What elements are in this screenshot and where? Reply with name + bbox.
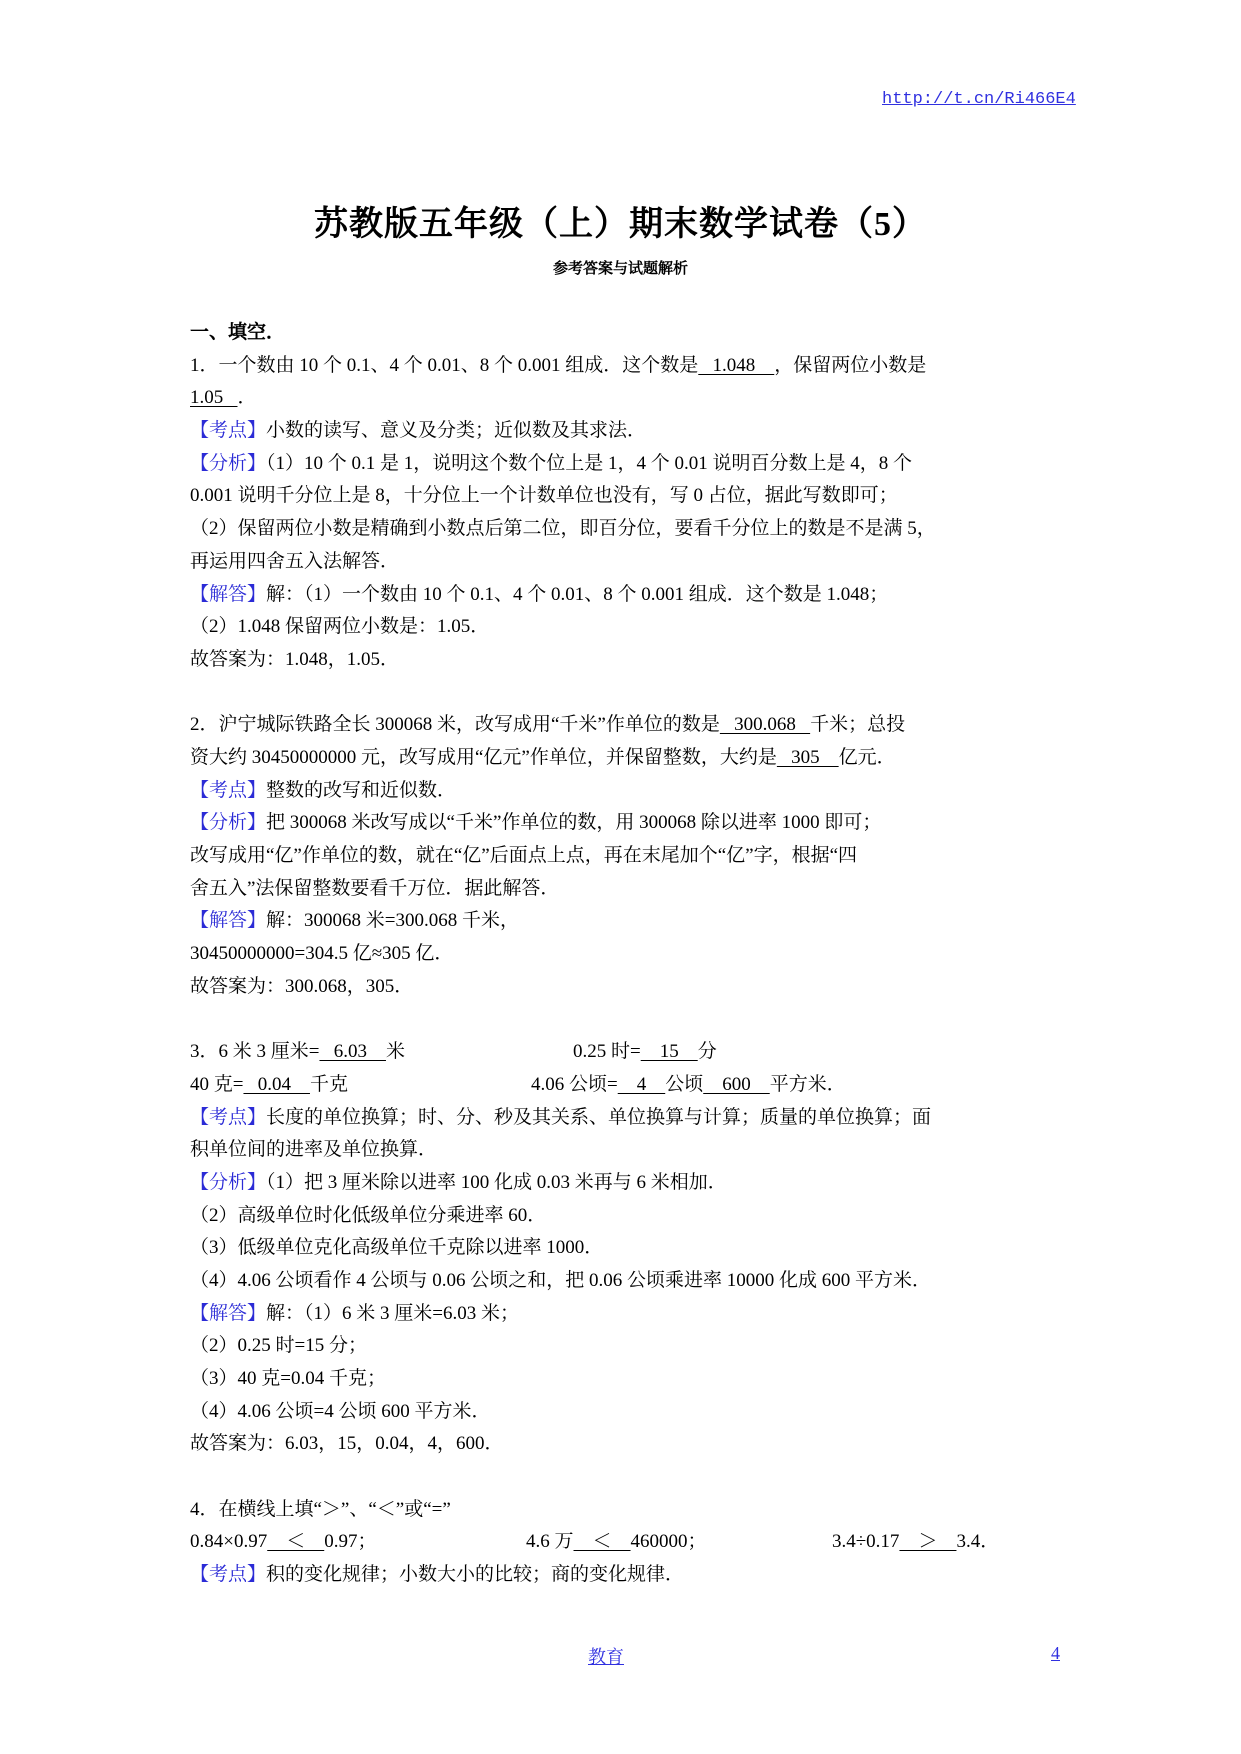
text: 1．一个数由 10 个 0.1、4 个 0.01、8 个 0.001 组成．这个数是: [190, 354, 699, 376]
text: 整数的改写和近似数．: [266, 779, 457, 801]
text: 一、填空．: [190, 322, 286, 343]
text-line: [190, 644, 1070, 677]
text-line: [190, 1102, 1070, 1135]
text: ，保留两位小数是: [774, 354, 927, 376]
text-line: [190, 938, 1070, 971]
answer-blank: 300.068: [719, 714, 811, 736]
answer-blank: ＜: [267, 1531, 325, 1553]
column: [531, 1069, 846, 1102]
text: 亿元．: [838, 746, 896, 768]
text: 故答案为：6.03，15，0.04，4，600．: [190, 1433, 504, 1455]
text: （2）保留两位小数是精确到小数点后第二位，即百分位，要看千分位上的数是不是满 5，: [190, 518, 936, 540]
text-line: [190, 1265, 1070, 1298]
section-tag: 【分析】: [190, 452, 267, 474]
text: 4.6 万: [526, 1531, 574, 1553]
section-tag: 【考点】: [190, 1564, 267, 1586]
text: 把 300068 米改写成以“千米”作单位的数，用 300068 除以进率 1000 即可；: [266, 812, 882, 834]
text-line: [190, 1134, 1070, 1167]
column: [190, 1069, 348, 1102]
text: （2）1.048 保留两位小数是：1.05．: [190, 616, 490, 638]
text-line: [190, 840, 1070, 873]
text: 4．在横线上填“＞”、“＜”或“=”: [190, 1498, 451, 1520]
section-tag: 【解答】: [190, 583, 267, 605]
answer-blank: 305: [776, 746, 839, 768]
text-line: [190, 1559, 1070, 1592]
answer-blank: 4: [617, 1073, 666, 1095]
column: [190, 1036, 405, 1069]
section-tag: 【考点】: [190, 1106, 267, 1128]
text-line: [190, 1363, 1070, 1396]
answer-blank: 6.03: [319, 1041, 386, 1063]
text: 千米；总投: [810, 714, 906, 736]
text-line: [190, 775, 1070, 808]
answer-blank: 600: [703, 1073, 770, 1095]
text-line: [190, 742, 1070, 775]
section-tag: 【分析】: [190, 812, 267, 834]
text-line: [190, 415, 1070, 448]
text: （4）4.06 公顷=4 公顷 600 平方米．: [190, 1400, 491, 1422]
section-tag: 【解答】: [190, 1302, 267, 1324]
header-url-link[interactable]: http://t.cn/Ri466E4: [882, 90, 1076, 109]
text-line: [190, 1526, 1070, 1559]
answer-blank: 1.05: [190, 387, 238, 409]
column: [190, 1526, 377, 1559]
text: 资大约 30450000000 元，改写成用“亿元”作单位，并保留整数，大约是: [190, 746, 777, 768]
text-line: [190, 873, 1070, 906]
text: 3.4．: [956, 1531, 1000, 1553]
text: 舍五入”法保留整数要看千万位．据此解答．: [190, 877, 560, 899]
text: 米: [385, 1041, 405, 1063]
text: 4.06 公顷=: [531, 1073, 618, 1095]
text: 0.25 时=: [573, 1041, 641, 1063]
document-body: [190, 317, 1070, 1592]
text: 解：300068 米=300.068 千米，: [266, 910, 519, 932]
text: 解：（1）一个数由 10 个 0.1、4 个 0.01、8 个 0.001 组成．这个数是 1.048；: [266, 583, 889, 605]
text: （2）0.25 时=15 分；: [190, 1335, 367, 1357]
text-line: [190, 579, 1070, 612]
text-line: [190, 611, 1070, 644]
answer-blank: 15: [640, 1041, 698, 1063]
text: 故答案为：300.068，305．: [190, 975, 414, 997]
text: 分: [697, 1041, 717, 1063]
text: 3.4÷0.17: [832, 1531, 900, 1553]
column: [832, 1526, 999, 1559]
text-line: [190, 350, 1070, 383]
text-line: [190, 1003, 1070, 1036]
text-line: [190, 1069, 1070, 1102]
text: 平方米．: [769, 1073, 846, 1095]
section-tag: 【分析】: [190, 1171, 267, 1193]
text-line: [190, 1330, 1070, 1363]
text-line: [190, 677, 1070, 710]
text: 30450000000=304.5 亿≈305 亿．: [190, 943, 454, 965]
text: （3）低级单位克化高级单位千克除以进率 1000．: [190, 1237, 604, 1259]
text-line: [190, 1298, 1070, 1331]
column: [573, 1036, 717, 1069]
text: 长度的单位换算；时、分、秒及其关系、单位换算与计算；质量的单位换算；面: [266, 1106, 932, 1128]
answer-blank: ＜: [573, 1531, 631, 1553]
text: 积单位间的进率及单位换算．: [190, 1139, 438, 1161]
text-line: [190, 1200, 1070, 1233]
text: 故答案为：1.048，1.05．: [190, 648, 400, 670]
text: 0.001 说明千分位上是 8，十分位上一个计数单位也没有，写 0 占位，据此写数即可；: [190, 485, 898, 507]
answer-blank: ＞: [899, 1531, 957, 1553]
text: 公顷: [665, 1073, 704, 1095]
text: （1）10 个 0.1 是 1，说明这个数个位上是 1，4 个 0.01 说明百分数上是 4，8 个: [266, 452, 913, 474]
text: （1）把 3 厘米除以进率 100 化成 0.03 米再与 6 米相加．: [266, 1171, 727, 1193]
text-line: [190, 448, 1070, 481]
section-tag: 【考点】: [190, 420, 267, 442]
section-heading: [190, 317, 1070, 350]
section-tag: 【解答】: [190, 910, 267, 932]
text: 3．6 米 3 厘米=: [190, 1041, 320, 1063]
text-line: [190, 1396, 1070, 1429]
text: （3）40 克=0.04 千克；: [190, 1368, 386, 1389]
text: 再运用四舍五入法解答．: [190, 550, 400, 572]
text: 0.97；: [324, 1531, 377, 1553]
text-line: [190, 807, 1070, 840]
column: [526, 1526, 707, 1559]
text-line: [190, 382, 1070, 415]
page-number-link[interactable]: 4: [1051, 1643, 1060, 1663]
text: 解：（1）6 米 3 厘米=6.03 米；: [266, 1302, 519, 1324]
text: （4）4.06 公顷看作 4 公顷与 0.06 公顷之和，把 0.06 公顷乘进率 10000 化成 600 平方米．: [190, 1269, 932, 1291]
text-line: [190, 1232, 1070, 1265]
text-line: [190, 1428, 1070, 1461]
text: 千克: [309, 1073, 348, 1095]
text: 460000；: [630, 1531, 707, 1553]
text-line: [190, 546, 1070, 579]
text: 2．沪宁城际铁路全长 300068 米，改写成用“千米”作单位的数是: [190, 714, 720, 736]
page-subtitle: 参考答案与试题解析: [552, 261, 688, 277]
footer-link[interactable]: 教育: [588, 1647, 624, 1667]
page-title: 苏教版五年级（上）期末数学试卷（5）: [314, 206, 927, 243]
text-line: [190, 513, 1070, 546]
text-line: [190, 1461, 1070, 1494]
text: 小数的读写、意义及分类；近似数及其求法．: [266, 420, 647, 442]
answer-blank: 0.04: [243, 1073, 310, 1095]
text-line: [190, 905, 1070, 938]
text-line: [190, 971, 1070, 1004]
text: （2）高级单位时化低级单位分乘进率 60．: [190, 1204, 547, 1226]
text-line: [190, 1494, 1070, 1527]
answer-blank: 1.048: [698, 354, 775, 376]
text: 40 克=: [190, 1073, 244, 1095]
text-line: [190, 480, 1070, 513]
text-line: [190, 709, 1070, 742]
text-line: [190, 1036, 1070, 1069]
text: 积的变化规律；小数大小的比较；商的变化规律．: [266, 1564, 685, 1586]
text: 0.84×0.97: [190, 1531, 268, 1553]
text: 改写成用“亿”作单位的数，就在“亿”后面点上点，再在末尾加个“亿”字，根据“四: [190, 845, 858, 866]
text-line: [190, 1167, 1070, 1200]
section-tag: 【考点】: [190, 779, 267, 801]
text: ．: [237, 387, 257, 409]
